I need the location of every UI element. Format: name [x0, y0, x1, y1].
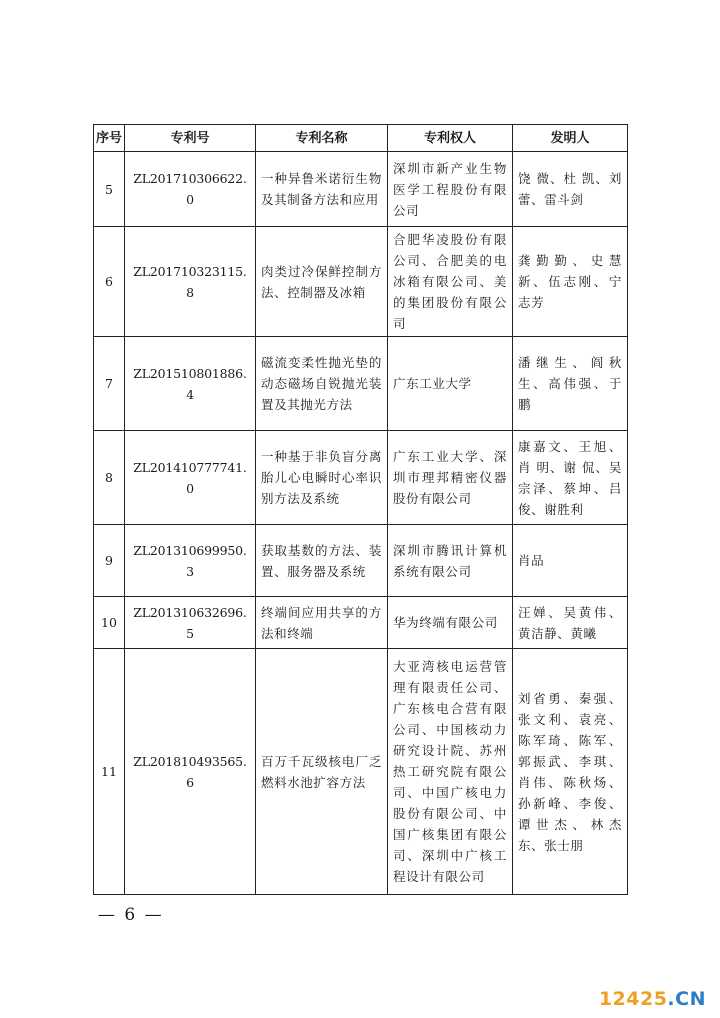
- cell-inventors: 潘继生、阎秋生、高伟强、于鹏: [513, 337, 628, 431]
- cell-seq: 7: [94, 337, 125, 431]
- cell-inventors: 汪婵、吴黄伟、黄洁静、黄曦: [513, 597, 628, 649]
- cell-owner: 广东工业大学、深圳市理邦精密仪器股份有限公司: [388, 431, 513, 525]
- header-patent-name: 专利名称: [256, 125, 388, 152]
- cell-patent-no: ZL201710323115. 8: [125, 227, 256, 337]
- header-seq: 序号: [94, 125, 125, 152]
- cell-inventors: 刘省勇、秦强、张文利、袁亮、陈军琦、陈军、郭振武、李琪、肖伟、陈秋炀、孙新峰、李俊、谭世杰、林杰东、张士朋: [513, 649, 628, 895]
- cell-seq: 9: [94, 525, 125, 597]
- cell-inventors: 康嘉文、王旭、肖 明、谢 侃、吴宗泽、蔡坤、吕俊、谢胜利: [513, 431, 628, 525]
- cell-patent-no: ZL201810493565. 6: [125, 649, 256, 895]
- cell-patent-name: 磁流变柔性抛光垫的动态磁场自锐抛光装置及其抛光方法: [256, 337, 388, 431]
- cell-patent-no: ZL201310699950. 3: [125, 525, 256, 597]
- table-row: [94, 525, 628, 597]
- table-row: [94, 649, 628, 895]
- cell-owner: 广东工业大学: [388, 337, 513, 431]
- page-number: — 6 —: [98, 905, 164, 925]
- cell-patent-no: ZL201310632696. 5: [125, 597, 256, 649]
- cell-patent-no: ZL201710306622. 0: [125, 152, 256, 227]
- table-row: [94, 597, 628, 649]
- cell-owner: 华为终端有限公司: [388, 597, 513, 649]
- table-header-row: [94, 125, 628, 152]
- table-row: [94, 227, 628, 337]
- cell-inventors: 肖品: [513, 525, 628, 597]
- table-row: [94, 337, 628, 431]
- cell-owner: 深圳市新产业生物医学工程股份有限公司: [388, 152, 513, 227]
- cell-patent-name: 肉类过冷保鲜控制方法、控制器及冰箱: [256, 227, 388, 337]
- site-watermark: [599, 988, 706, 1010]
- cell-seq: 6: [94, 227, 125, 337]
- cell-owner: 合肥华凌股份有限公司、合肥美的电冰箱有限公司、美的集团股份有限公司: [388, 227, 513, 337]
- header-patent-no: 专利号: [125, 125, 256, 152]
- cell-patent-no: ZL201410777741. 0: [125, 431, 256, 525]
- cell-patent-name: 获取基数的方法、装置、服务器及系统: [256, 525, 388, 597]
- cell-owner: 大亚湾核电运营管理有限责任公司、广东核电合营有限公司、中国核动力研究设计院、苏州热工研究院有限公司、中国广核电力股份有限公司、中国广核集团有限公司、深圳中广核工程设计有限公司: [388, 649, 513, 895]
- cell-patent-name: 一种异鲁米诺衍生物及其制备方法和应用: [256, 152, 388, 227]
- cell-seq: 8: [94, 431, 125, 525]
- cell-patent-name: 终端间应用共享的方法和终端: [256, 597, 388, 649]
- patent-table: [93, 124, 628, 895]
- table-row: [94, 431, 628, 525]
- cell-seq: 5: [94, 152, 125, 227]
- header-inventor: 发明人: [513, 125, 628, 152]
- cell-patent-name: 一种基于非负盲分离胎儿心电瞬时心率识别方法及系统: [256, 431, 388, 525]
- cell-inventors: 龚勤勤、史慧新、伍志刚、宁志芳: [513, 227, 628, 337]
- cell-inventors: 饶 微、杜 凯、刘蕾、雷斗剑: [513, 152, 628, 227]
- cell-patent-name: 百万千瓦级核电厂乏燃料水池扩容方法: [256, 649, 388, 895]
- table-row: [94, 152, 628, 227]
- cell-patent-no: ZL201510801886. 4: [125, 337, 256, 431]
- watermark-number: 12425: [598, 988, 668, 1010]
- cell-seq: 11: [94, 649, 125, 895]
- cell-owner: 深圳市腾讯计算机系统有限公司: [388, 525, 513, 597]
- watermark-domain: .CN: [667, 988, 706, 1010]
- cell-seq: 10: [94, 597, 125, 649]
- header-owner: 专利权人: [388, 125, 513, 152]
